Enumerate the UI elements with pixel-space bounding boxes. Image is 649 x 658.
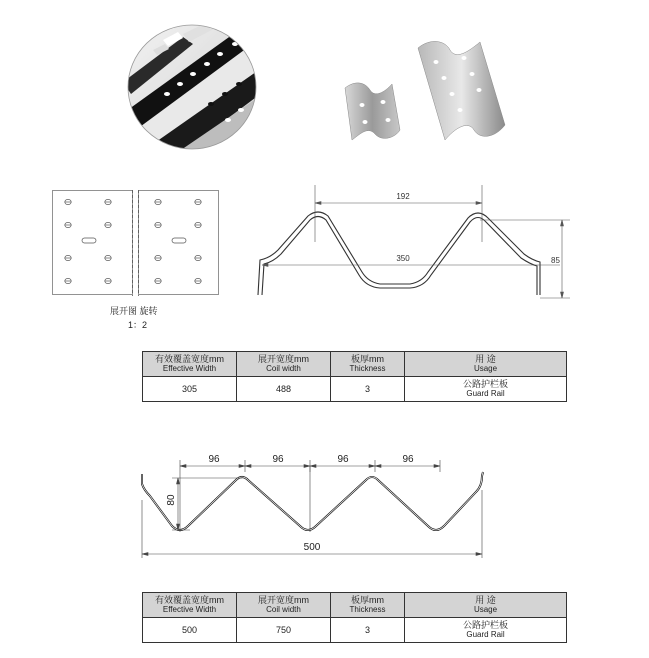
dim-96-b-label: 96 [272, 454, 284, 465]
cell-effective-width: 500 [143, 618, 237, 643]
spec-table-1 [142, 351, 567, 402]
table-row [143, 377, 567, 402]
cell-coil-width: 750 [237, 618, 331, 643]
dim-96-d-label: 96 [402, 454, 414, 465]
cell-effective-width: 305 [143, 377, 237, 402]
spec-table-2 [142, 592, 567, 643]
header-usage: 用 途 Usage [405, 593, 567, 618]
dim-500-label: 500 [303, 542, 321, 553]
header-coil-width: 展开宽度mm Coil width [237, 352, 331, 377]
cell-usage: 公路护栏板 Guard Rail [405, 377, 567, 402]
dim-80-label: 80 [166, 494, 177, 506]
cell-coil-width: 488 [237, 377, 331, 402]
header-coil-width: 展开宽度mm Coil width [237, 593, 331, 618]
dim-height-label: 85 [551, 256, 560, 265]
rail-closeup-photo [123, 22, 261, 152]
thrie-beam-profile-drawing [130, 450, 500, 565]
w-beam-profile-drawing [240, 180, 580, 305]
dim-96-c-label: 96 [337, 454, 349, 465]
cell-usage: 公路护栏板 Guard Rail [405, 618, 567, 643]
dim-96-a-label: 96 [208, 454, 220, 465]
header-thickness: 板厚mm Thickness [331, 352, 405, 377]
flat-pattern-caption: 展开图 旋转 [110, 306, 158, 316]
scale-label: 1：2 [128, 320, 148, 330]
header-effective-width: 有效覆盖宽度mm Effective Width [143, 352, 237, 377]
dim-width-label: 350 [396, 254, 410, 263]
table-row [143, 618, 567, 643]
table-header-row [143, 352, 567, 377]
header-effective-width: 有效覆盖宽度mm Effective Width [143, 593, 237, 618]
guard-rail-pieces-photo [340, 30, 510, 150]
dim-top-label: 192 [396, 192, 410, 201]
table-header-row [143, 593, 567, 618]
cell-thickness: 3 [331, 377, 405, 402]
flat-pattern-drawing [52, 190, 222, 296]
header-usage: 用 途 Usage [405, 352, 567, 377]
header-thickness: 板厚mm Thickness [331, 593, 405, 618]
cell-thickness: 3 [331, 618, 405, 643]
